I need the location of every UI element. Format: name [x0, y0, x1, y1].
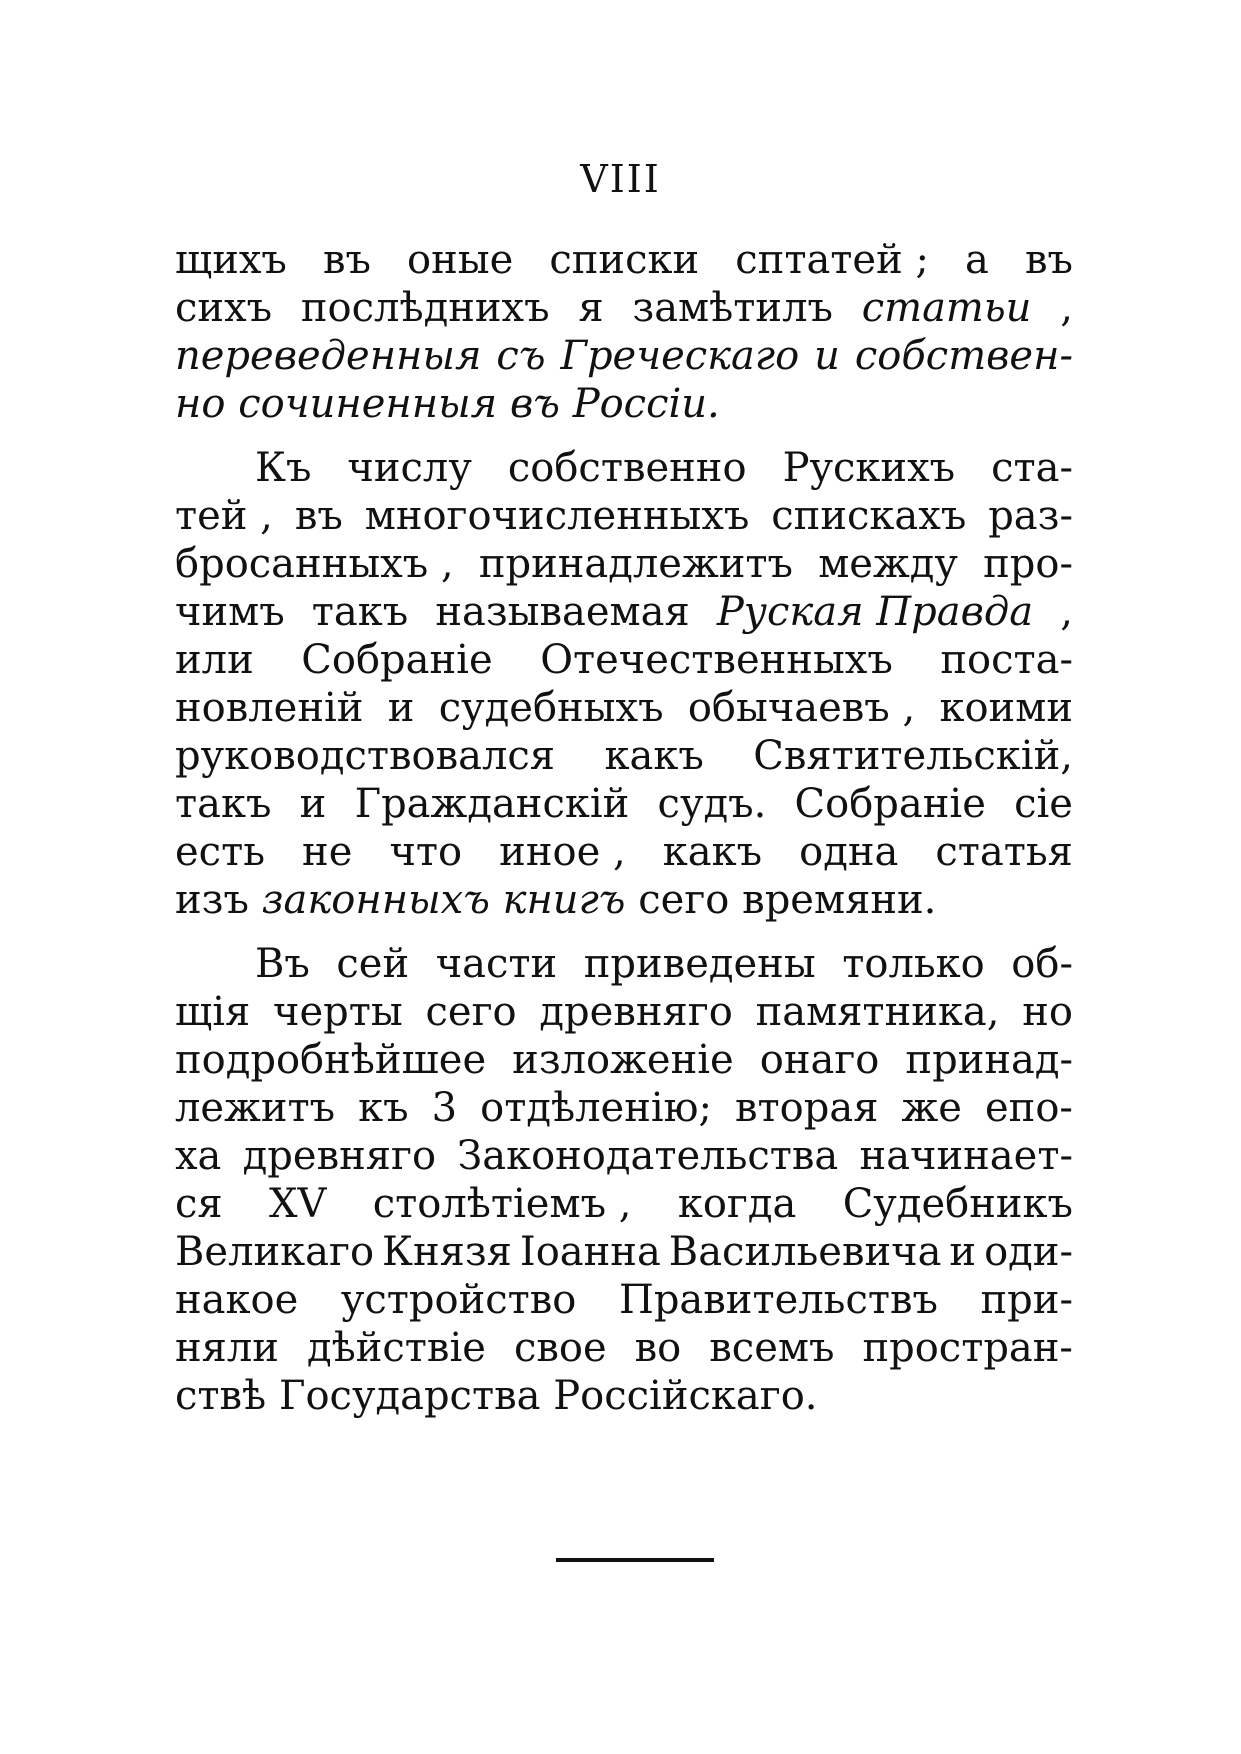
text-line — [175, 492, 1073, 540]
word: многочисленныхъ — [364, 493, 750, 539]
word: оди- — [984, 1229, 1073, 1275]
text-line — [175, 1180, 1073, 1228]
word: но — [1022, 989, 1073, 1035]
word: накое — [175, 1277, 299, 1323]
word: Собранiе — [301, 637, 493, 683]
text-line — [175, 1084, 1073, 1132]
word: древняго — [539, 989, 733, 1035]
text-line — [175, 940, 1073, 988]
word: устройство — [340, 1277, 577, 1323]
end-rule — [556, 1558, 714, 1562]
word: судъ. — [657, 781, 767, 827]
word: статьи — [861, 285, 1032, 331]
word: сiе — [1014, 781, 1073, 827]
word: ха — [175, 1133, 222, 1179]
word: при- — [980, 1277, 1073, 1323]
word: и — [949, 1229, 977, 1275]
text-line — [175, 732, 1073, 780]
word: коими — [939, 685, 1073, 731]
word: замѣтилъ — [632, 285, 833, 331]
text-line — [175, 1324, 1073, 1372]
word: въ — [322, 237, 371, 283]
text-line — [175, 988, 1073, 1036]
word: Гражданскiй — [354, 781, 630, 827]
paragraph — [175, 940, 1073, 1420]
text-line — [175, 876, 1073, 924]
word: же — [901, 1085, 962, 1131]
word: сего — [638, 877, 730, 923]
word: но — [175, 381, 226, 427]
word: и — [387, 685, 415, 731]
word: лежитъ — [175, 1085, 336, 1131]
word: обычаевъ , — [687, 685, 916, 731]
word: про- — [983, 541, 1073, 587]
text-line — [175, 444, 1073, 492]
word: числу — [347, 445, 472, 491]
text-line — [175, 1132, 1073, 1180]
word: черты — [273, 989, 403, 1035]
word: одна — [799, 829, 899, 875]
word: когда — [677, 1181, 797, 1227]
word: къ — [358, 1085, 409, 1131]
word: чимъ — [175, 589, 285, 635]
word: Къ — [255, 445, 312, 491]
paragraph-gap — [175, 924, 1073, 940]
word: няли — [175, 1325, 279, 1371]
word: тей , — [175, 493, 273, 539]
word: я — [578, 285, 604, 331]
word: какъ — [662, 829, 763, 875]
word: об- — [1011, 941, 1073, 987]
word: во — [634, 1325, 682, 1371]
word: щихъ — [175, 237, 287, 283]
word: Собранiе — [794, 781, 986, 827]
word: сихъ — [175, 285, 273, 331]
word: списки — [549, 237, 700, 283]
word: сей — [336, 941, 410, 987]
word: собствен- — [854, 333, 1073, 379]
word: XV — [269, 1181, 327, 1227]
word: оные — [407, 237, 514, 283]
word: дѣйствiе — [306, 1325, 486, 1371]
word: древняго — [242, 1133, 437, 1179]
text-line — [175, 828, 1073, 876]
word: ствѣ — [175, 1373, 267, 1419]
paragraph — [175, 444, 1073, 924]
word: Въ — [255, 941, 310, 987]
word: , — [1060, 285, 1073, 331]
word: Великаго — [175, 1229, 375, 1275]
word: онаго — [759, 1037, 880, 1083]
text-line — [175, 588, 1073, 636]
word: ся — [175, 1181, 223, 1227]
word: Россiи. — [572, 381, 720, 427]
word: сочиненныя — [238, 381, 498, 427]
word: только — [842, 941, 985, 987]
word: какъ — [604, 733, 704, 779]
word: называемая — [435, 589, 690, 635]
word: принад- — [905, 1037, 1073, 1083]
word: памятника, — [755, 989, 1000, 1035]
word: собственно — [507, 445, 747, 491]
text-line — [175, 1276, 1073, 1324]
word: отдѣленiю; — [480, 1085, 712, 1131]
text-line — [175, 684, 1073, 732]
word: Судебникъ — [842, 1181, 1073, 1227]
text-line — [175, 236, 1073, 284]
word: начинает- — [859, 1133, 1073, 1179]
body-text — [175, 236, 1073, 1420]
word: изъ — [175, 877, 249, 923]
word: судебныхъ — [438, 685, 664, 731]
word: или — [175, 637, 254, 683]
word: съ — [496, 333, 546, 379]
word: иное , — [499, 829, 626, 875]
word: ста- — [991, 445, 1073, 491]
word: Россiйскаго. — [553, 1373, 818, 1419]
word: свое — [513, 1325, 607, 1371]
word: и — [299, 781, 327, 827]
text-line — [175, 380, 1073, 428]
word: въ — [1025, 237, 1073, 283]
word: въ — [294, 493, 343, 539]
word: изложенiе — [512, 1037, 734, 1083]
page-number: VIII — [580, 157, 661, 201]
text-line — [175, 540, 1073, 588]
word: подробнѣйшее — [175, 1037, 487, 1083]
word: что — [389, 829, 463, 875]
word: бросанныхъ , — [175, 541, 454, 587]
word: времяни. — [742, 877, 937, 923]
word: Законодательства — [457, 1133, 839, 1179]
word: статья — [935, 829, 1073, 875]
word: законныхъ книгъ — [261, 877, 626, 923]
word: между — [818, 541, 958, 587]
word: Рускихъ — [782, 445, 956, 491]
text-line — [175, 1372, 1073, 1420]
word: не — [302, 829, 353, 875]
word: Государства — [278, 1373, 541, 1419]
text-line — [175, 636, 1073, 684]
word: послѣднихъ — [300, 285, 550, 331]
text-line — [175, 284, 1073, 332]
word: переведенныя — [175, 333, 482, 379]
word: руководствовался — [175, 733, 555, 779]
word: Святительскiй, — [753, 733, 1073, 779]
word: Руская Правда — [716, 589, 1034, 635]
word: Греческаго — [560, 333, 800, 379]
word: Васильевича — [668, 1229, 942, 1275]
word: спискахъ — [771, 493, 967, 539]
word: Правительствъ — [618, 1277, 938, 1323]
word: щiя — [175, 989, 251, 1035]
word: сптатей ; — [735, 237, 929, 283]
paragraph — [175, 236, 1073, 428]
word: и — [814, 333, 840, 379]
word: всемъ — [709, 1325, 835, 1371]
paragraph-gap — [175, 428, 1073, 444]
text-line — [175, 332, 1073, 380]
word: Отечественныхъ — [540, 637, 893, 683]
word: , — [1060, 589, 1073, 635]
word: 3 — [431, 1085, 458, 1131]
word: столѣтiемъ , — [372, 1181, 632, 1227]
word: есть — [175, 829, 265, 875]
word: сего — [425, 989, 517, 1035]
word: приведены — [583, 941, 816, 987]
word: Iоанна — [519, 1229, 661, 1275]
text-line — [175, 1036, 1073, 1084]
word: а — [965, 237, 989, 283]
word: такъ — [311, 589, 409, 635]
word: вторая — [735, 1085, 879, 1131]
word: простран- — [862, 1325, 1073, 1371]
word: епо- — [985, 1085, 1073, 1131]
text-line — [175, 780, 1073, 828]
word: такъ — [175, 781, 272, 827]
word: новленiй — [175, 685, 364, 731]
word: раз- — [988, 493, 1073, 539]
word: части — [435, 941, 558, 987]
word: Князя — [382, 1229, 512, 1275]
word: въ — [509, 381, 560, 427]
text-line — [175, 1228, 1073, 1276]
word: принадлежитъ — [478, 541, 793, 587]
word: поста- — [940, 637, 1073, 683]
